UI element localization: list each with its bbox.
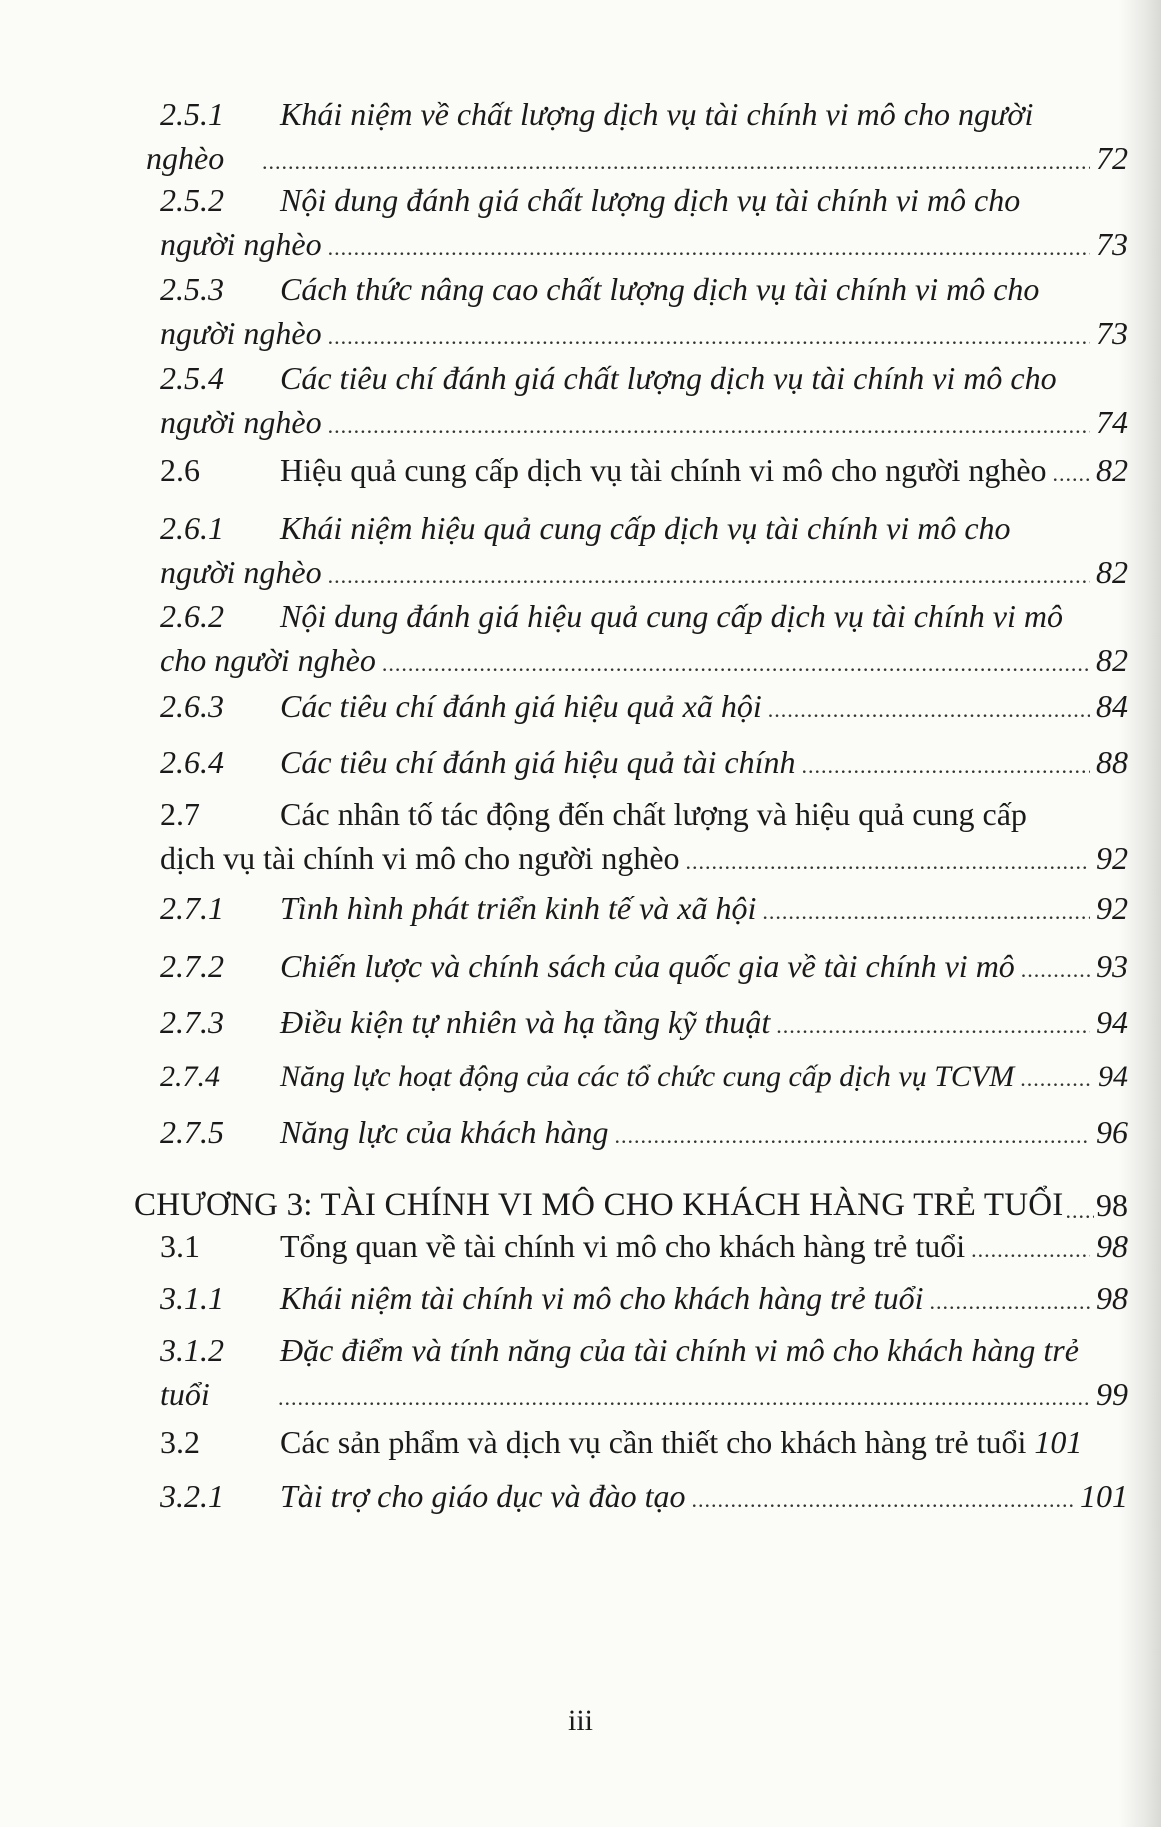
toc-entry	[160, 271, 1128, 360]
dot-leader	[328, 563, 1090, 589]
toc-page: 88	[1096, 744, 1128, 780]
toc-number: 2.7.3	[160, 1004, 224, 1040]
dot-leader	[971, 1237, 1090, 1263]
dot-leader	[278, 1385, 1090, 1411]
toc-page: 96	[1096, 1114, 1128, 1150]
toc-title: Năng lực hoạt động của các tổ chức cung cấp dịch vụ TCVM	[280, 1060, 1015, 1093]
toc-page: 93	[1096, 948, 1128, 984]
dot-leader	[262, 149, 1090, 175]
dot-leader	[1020, 1066, 1092, 1092]
dot-leader	[328, 324, 1090, 350]
dot-leader	[762, 899, 1090, 925]
toc-number: 2.6	[160, 452, 200, 488]
toc-page: 99	[1096, 1376, 1128, 1412]
toc-title-cont: nghèo	[146, 140, 225, 176]
toc-entry	[160, 510, 1128, 598]
table-of-contents	[134, 96, 1128, 1530]
toc-number: 3.1.2	[160, 1332, 224, 1368]
toc-entry	[160, 1424, 1128, 1478]
toc-page: 94	[1098, 1060, 1128, 1093]
toc-chapter-heading	[134, 1166, 1128, 1228]
toc-number: 2.5.4	[160, 360, 224, 396]
toc-number: 2.6.3	[160, 688, 224, 724]
toc-title: Nội dung đánh giá chất lượng dịch vụ tài chính vi mô cho	[280, 182, 1021, 218]
toc-page: 73	[1096, 315, 1128, 351]
toc-number: 2.6.2	[160, 598, 224, 634]
toc-title: Các nhân tố tác động đến chất lượng và hiệu quả cung cấp	[280, 796, 1027, 832]
toc-entry	[160, 1332, 1128, 1424]
toc-number: 3.2	[160, 1424, 200, 1460]
toc-page: 98	[1096, 1228, 1128, 1264]
dot-leader	[1065, 1198, 1094, 1224]
toc-title-cont: dịch vụ tài chính vi mô cho người nghèo	[160, 840, 680, 876]
toc-number: 2.6.4	[160, 744, 224, 780]
toc-title: Tổng quan về tài chính vi mô cho khách hàng trẻ tuổi	[280, 1228, 966, 1264]
toc-entry	[160, 890, 1128, 948]
toc-entry	[146, 96, 1128, 182]
toc-title-cont: người nghèo	[160, 404, 322, 440]
toc-title: Tài trợ cho giáo dục và đào tạo	[280, 1478, 686, 1514]
toc-page: 98	[1096, 1187, 1128, 1223]
dot-leader	[686, 849, 1090, 875]
dot-leader	[1021, 957, 1090, 983]
toc-title: Tình hình phát triển kinh tế và xã hội	[280, 890, 757, 926]
toc-title-cont: người nghèo	[160, 226, 322, 262]
dot-leader	[801, 753, 1090, 779]
toc-title: Các tiêu chí đánh giá hiệu quả tài chính	[280, 744, 796, 780]
toc-number: 3.1.1	[160, 1280, 224, 1316]
toc-entry	[160, 1004, 1128, 1060]
toc-number: 2.5.2	[160, 182, 224, 218]
chapter-title: CHƯƠNG 3: TÀI CHÍNH VI MÔ CHO KHÁCH HÀNG TRẺ TUỔI	[134, 1187, 1064, 1223]
toc-title: Khái niệm về chất lượng dịch vụ tài chính vi mô cho người	[280, 96, 1034, 132]
dot-leader	[692, 1487, 1075, 1513]
toc-entry	[160, 1114, 1128, 1166]
toc-entry	[160, 744, 1128, 796]
page-number: iii	[567, 1704, 593, 1737]
toc-title: Nội dung đánh giá hiệu quả cung cấp dịch vụ tài chính vi mô	[280, 598, 1063, 634]
toc-page: 82	[1096, 642, 1128, 678]
toc-title: Các tiêu chí đánh giá chất lượng dịch vụ tài chính vi mô cho	[280, 360, 1057, 396]
toc-page: 82	[1096, 554, 1128, 590]
toc-entry	[160, 182, 1128, 271]
toc-entry	[160, 1228, 1128, 1280]
toc-page: 73	[1096, 226, 1128, 262]
dot-leader	[768, 697, 1090, 723]
toc-entry	[160, 796, 1128, 890]
toc-number: 2.5.1	[160, 96, 224, 132]
toc-title: Đặc điểm và tính năng của tài chính vi mô cho khách hàng trẻ	[280, 1332, 1079, 1368]
toc-title: Các sản phẩm và dịch vụ cần thiết cho khách hàng trẻ tuổi	[280, 1424, 1027, 1460]
toc-title: Chiến lược và chính sách của quốc gia về tài chính vi mô	[280, 948, 1015, 984]
toc-page: 72	[1096, 140, 1128, 176]
toc-number: 2.7.1	[160, 890, 224, 926]
toc-number: 2.7.5	[160, 1114, 224, 1150]
toc-page: 74	[1096, 404, 1128, 440]
toc-entry	[160, 1060, 1128, 1114]
toc-title: Khái niệm hiệu quả cung cấp dịch vụ tài chính vi mô cho	[280, 510, 1011, 546]
dot-leader	[382, 651, 1090, 677]
toc-number: 3.1	[160, 1228, 200, 1264]
toc-entry	[160, 598, 1128, 688]
toc-page: 82	[1096, 452, 1128, 488]
toc-number: 2.6.1	[160, 510, 224, 546]
dot-leader	[776, 1013, 1090, 1039]
toc-page: 101	[1080, 1478, 1128, 1514]
toc-number: 2.7	[160, 796, 200, 832]
toc-number: 3.2.1	[160, 1478, 224, 1514]
toc-entry	[160, 452, 1128, 510]
toc-page: 92	[1096, 890, 1128, 926]
toc-entry	[160, 688, 1128, 744]
dot-leader	[929, 1289, 1090, 1315]
dot-leader	[328, 413, 1090, 439]
toc-title-cont: người nghèo	[160, 315, 322, 351]
toc-page: 92	[1096, 840, 1128, 876]
toc-title-cont: cho người nghèo	[160, 642, 376, 678]
toc-title: Hiệu quả cung cấp dịch vụ tài chính vi mô cho người nghèo	[280, 452, 1047, 488]
toc-number: 2.7.2	[160, 948, 224, 984]
toc-entry	[160, 948, 1128, 1004]
toc-title: Năng lực của khách hàng	[280, 1114, 609, 1150]
toc-title-cont: người nghèo	[160, 554, 322, 590]
toc-entry	[160, 1478, 1128, 1530]
toc-title: Điều kiện tự nhiên và hạ tầng kỹ thuật	[280, 1004, 771, 1040]
toc-entry	[160, 1280, 1128, 1332]
toc-number: 2.7.4	[160, 1060, 220, 1093]
toc-number: 2.5.3	[160, 271, 224, 307]
dot-leader	[328, 235, 1090, 261]
toc-title: Các tiêu chí đánh giá hiệu quả xã hội	[280, 688, 762, 724]
dot-leader	[1053, 461, 1090, 487]
dot-leader	[615, 1123, 1091, 1149]
toc-title: Cách thức nâng cao chất lượng dịch vụ tài chính vi mô cho	[280, 271, 1040, 307]
toc-page: 84	[1096, 688, 1128, 724]
toc-entry	[160, 360, 1128, 452]
toc-page: 94	[1096, 1004, 1128, 1040]
toc-title: Khái niệm tài chính vi mô cho khách hàng trẻ tuổi	[280, 1280, 924, 1316]
toc-page: 101	[1034, 1424, 1083, 1460]
toc-page: 98	[1096, 1280, 1128, 1316]
toc-title-cont: tuổi	[160, 1376, 210, 1412]
